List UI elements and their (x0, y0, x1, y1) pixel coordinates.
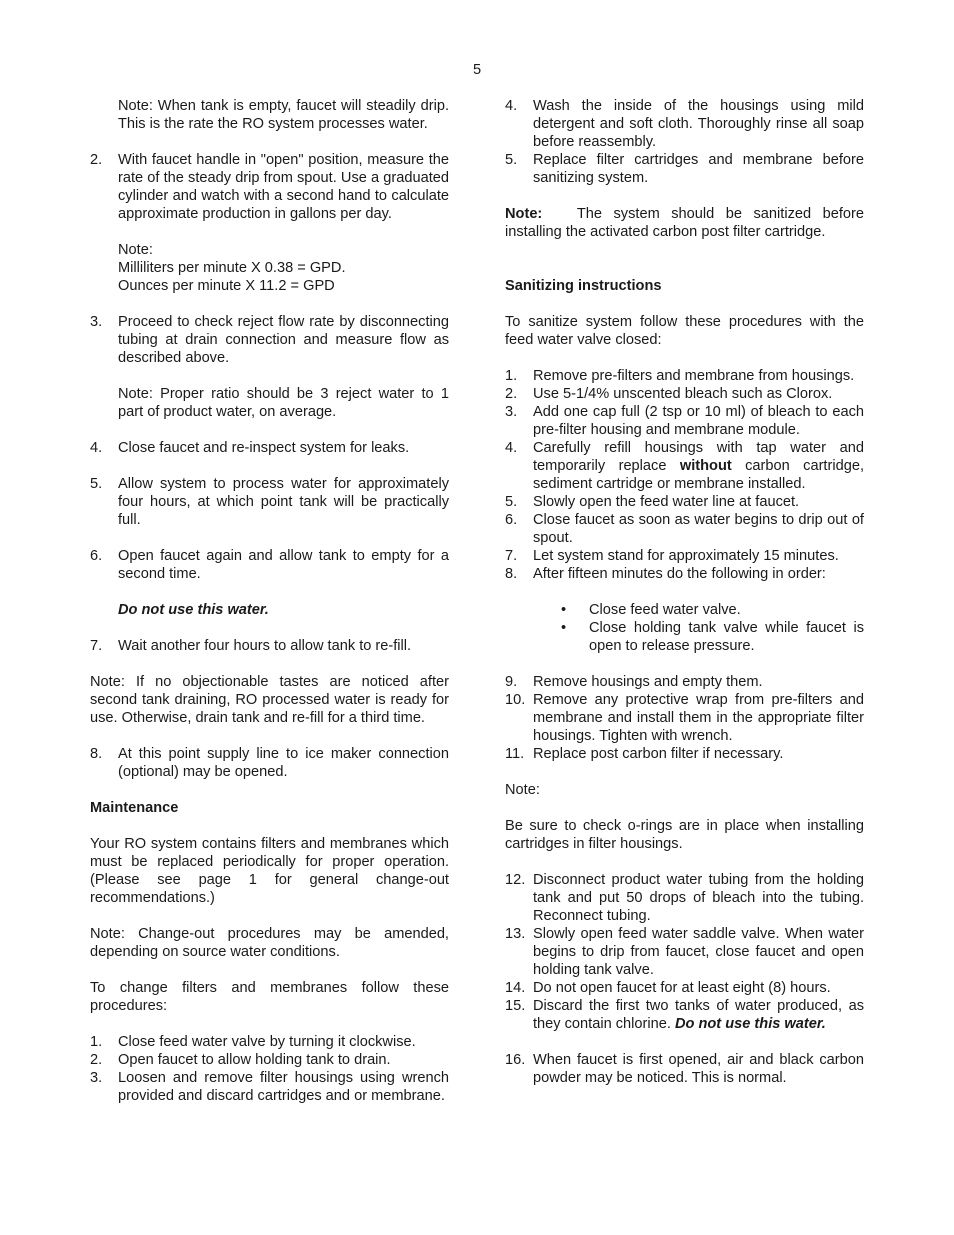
step-number: 2. (505, 386, 518, 402)
step-number: 6. (90, 548, 103, 564)
step-number: 8. (90, 746, 103, 762)
step-text: Loosen and remove filter housings using wrench provided and discard cartridges and or membrane. (118, 1070, 449, 1104)
step-text: Wash the inside of the housings using mild detergent and soft cloth. Thoroughly rinse all soap before reassembly. (533, 98, 864, 150)
change-steps-continued (505, 97, 864, 187)
step-text: Open faucet again and allow tank to empty for a second time. (118, 548, 449, 582)
note-text: The system should be sanitized before installing the activated carbon post filter cartridge. (505, 206, 864, 240)
step-text-bold: without (679, 458, 732, 474)
sanitize-step-4 (505, 439, 864, 493)
step-text (533, 439, 864, 493)
list-item (505, 367, 864, 385)
list-item (505, 871, 864, 925)
step-number: 15. (505, 998, 526, 1014)
step-text: When faucet is first opened, air and black carbon powder may be noticed. This is normal. (533, 1052, 864, 1086)
step-number: 5. (90, 476, 103, 492)
left-column (90, 97, 449, 1105)
step-text: Add one cap full (2 tsp or 10 ml) of bleach to each pre-filter housing and membrane module. (533, 404, 864, 438)
step-number: 7. (90, 638, 103, 654)
step-number: 6. (505, 512, 518, 528)
step-number: 2. (90, 1052, 103, 1068)
step-text: Slowly open feed water saddle valve. When water begins to drip from faucet, close faucet and open holding tank valve. (533, 926, 864, 978)
change-steps-list (90, 1033, 449, 1105)
step-5 (90, 475, 449, 529)
step-text: Remove any protective wrap from pre-filters and membrane and install them in the appropriate filter housings. Tighten with wrench. (533, 692, 864, 744)
note-tank-empty: Note: When tank is empty, faucet will steadily drip. This is the rate the RO system processes water. (118, 98, 449, 132)
step-text: Disconnect product water tubing from the holding tank and put 50 drops of bleach into the tubing. Reconnect tubing. (533, 872, 864, 924)
step-number: 5. (505, 152, 518, 168)
step-text: Do not open faucet for at least eight (8) hours. (533, 980, 831, 996)
page-number: 5 (472, 62, 482, 78)
list-item (505, 547, 864, 565)
step-2 (90, 151, 449, 223)
step-text: Wait another four hours to allow tank to re-fill. (118, 638, 412, 654)
note-ratio: Note: Proper ratio should be 3 reject water to 1 part of product water, on average. (118, 386, 449, 420)
note-tastes: Note: If no objectionable tastes are noticed after second tank draining, RO processed water is ready for use. Otherwise, drain tank and re-fill for a third time. (90, 674, 449, 726)
step-4 (90, 439, 449, 457)
right-column (505, 97, 864, 1087)
step-number: 3. (90, 1070, 103, 1086)
maintenance-heading: Maintenance (90, 800, 179, 816)
conversion-note-label: Note: (118, 242, 153, 258)
step-text: Replace filter cartridges and membrane before sanitizing system. (533, 152, 864, 186)
list-item (505, 691, 864, 745)
sanitize-step-16 (505, 1051, 864, 1087)
note-label-2: Note: (505, 782, 540, 798)
warning-do-not-use: Do not use this water. (118, 602, 269, 618)
list-item (505, 673, 864, 691)
step-text-part: Discard the first two tanks of water produced, as they contain chlorine. (533, 998, 864, 1032)
step-text: Remove housings and empty them. (533, 674, 763, 690)
step-text: Remove pre-filters and membrane from housings. (533, 368, 855, 384)
bullet-icon: • (561, 620, 567, 636)
step-number: 3. (90, 314, 103, 330)
maintenance-text: Your RO system contains filters and membranes which must be replaced periodically for proper operation. (Please see page 1 for general change-out recommendations.) (90, 836, 449, 906)
step-text-part: Carefully refill housings with tap water and temporarily replace (533, 440, 864, 474)
step-text (533, 997, 864, 1033)
bullet-text: Close feed water valve. (589, 602, 741, 618)
step-number: 12. (505, 872, 526, 888)
step-7 (90, 637, 449, 655)
step-number: 1. (505, 368, 518, 384)
oring-text: Be sure to check o-rings are in place when installing cartridges in filter housings. (505, 818, 864, 852)
sanitize-step-15 (505, 997, 864, 1033)
sanitize-bullets (505, 601, 864, 655)
step-number: 5. (505, 494, 518, 510)
list-item (505, 565, 864, 583)
step-text: Replace post carbon filter if necessary. (533, 746, 784, 762)
change-intro: To change filters and membranes follow these procedures: (90, 980, 449, 1014)
list-item (505, 745, 864, 763)
list-item (505, 97, 864, 151)
step-text: Proceed to check reject flow rate by disconnecting tubing at drain connection and measure flow as described above. (118, 314, 449, 366)
bullet-item (561, 601, 864, 619)
step-number: 4. (505, 440, 518, 456)
list-item (505, 511, 864, 547)
step-number: 1. (90, 1034, 103, 1050)
step-6 (90, 547, 449, 583)
note-sanitize-first (505, 205, 864, 241)
note-changeout: Note: Change-out procedures may be amended, depending on source water conditions. (90, 926, 449, 960)
list-item (505, 925, 864, 979)
step-number: 8. (505, 566, 518, 582)
step-number: 7. (505, 548, 518, 564)
step-number: 10. (505, 692, 526, 708)
step-text: Close faucet and re-inspect system for leaks. (118, 440, 410, 456)
conversion-ml: Milliliters per minute X 0.38 = GPD. (118, 260, 346, 276)
list-item (90, 1069, 449, 1105)
list-item (505, 403, 864, 439)
step-text: Close feed water valve by turning it clockwise. (118, 1034, 416, 1050)
step-8 (90, 745, 449, 781)
list-item (505, 979, 864, 997)
step-text-bold-italic: Do not use this water. (674, 1016, 826, 1032)
step-text: At this point supply line to ice maker connection (optional) may be opened. (118, 746, 449, 780)
step-text-part: carbon cartridge, sediment cartridge or membrane installed. (533, 458, 864, 492)
bullet-text: Close holding tank valve while faucet is open to release pressure. (589, 620, 864, 654)
step-text: Let system stand for approximately 15 minutes. (533, 548, 839, 564)
step-3 (90, 313, 449, 367)
step-text: Close faucet as soon as water begins to drip out of spout. (533, 512, 864, 546)
step-number: 11. (505, 746, 525, 762)
note-label: Note: (505, 206, 543, 222)
step-text: Use 5-1/4% unscented bleach such as Clorox. (533, 386, 833, 402)
list-item (90, 1051, 449, 1069)
sanitize-steps-d (505, 871, 864, 997)
step-number: 4. (505, 98, 518, 114)
step-number: 14. (505, 980, 526, 996)
step-text: After fifteen minutes do the following in order: (533, 566, 826, 582)
step-number: 4. (90, 440, 103, 456)
step-text: Allow system to process water for approximately four hours, at which point tank will be practically full. (118, 476, 449, 528)
sanitizing-heading: Sanitizing instructions (505, 278, 662, 294)
sanitize-intro: To sanitize system follow these procedures with the feed water valve closed: (505, 314, 864, 348)
bullet-icon: • (561, 602, 567, 618)
step-number: 16. (505, 1052, 526, 1068)
sanitize-steps-c (505, 673, 864, 763)
step-number: 2. (90, 152, 103, 168)
sanitize-steps-b (505, 493, 864, 583)
list-item (90, 1033, 449, 1051)
step-text: Slowly open the feed water line at faucet. (533, 494, 800, 510)
step-number: 13. (505, 926, 526, 942)
list-item (505, 151, 864, 187)
list-item (505, 385, 864, 403)
step-text: Open faucet to allow holding tank to drain. (118, 1052, 391, 1068)
sanitize-steps-a (505, 367, 864, 439)
list-item (505, 493, 864, 511)
bullet-item (561, 619, 864, 655)
step-text: With faucet handle in "open" position, measure the rate of the steady drip from spout. Use a graduated cylinder and watch with a second hand to calculate approximate production in gallons per day. (118, 152, 449, 222)
step-number: 9. (505, 674, 518, 690)
conversion-oz: Ounces per minute X 11.2 = GPD (118, 278, 335, 294)
step-number: 3. (505, 404, 518, 420)
